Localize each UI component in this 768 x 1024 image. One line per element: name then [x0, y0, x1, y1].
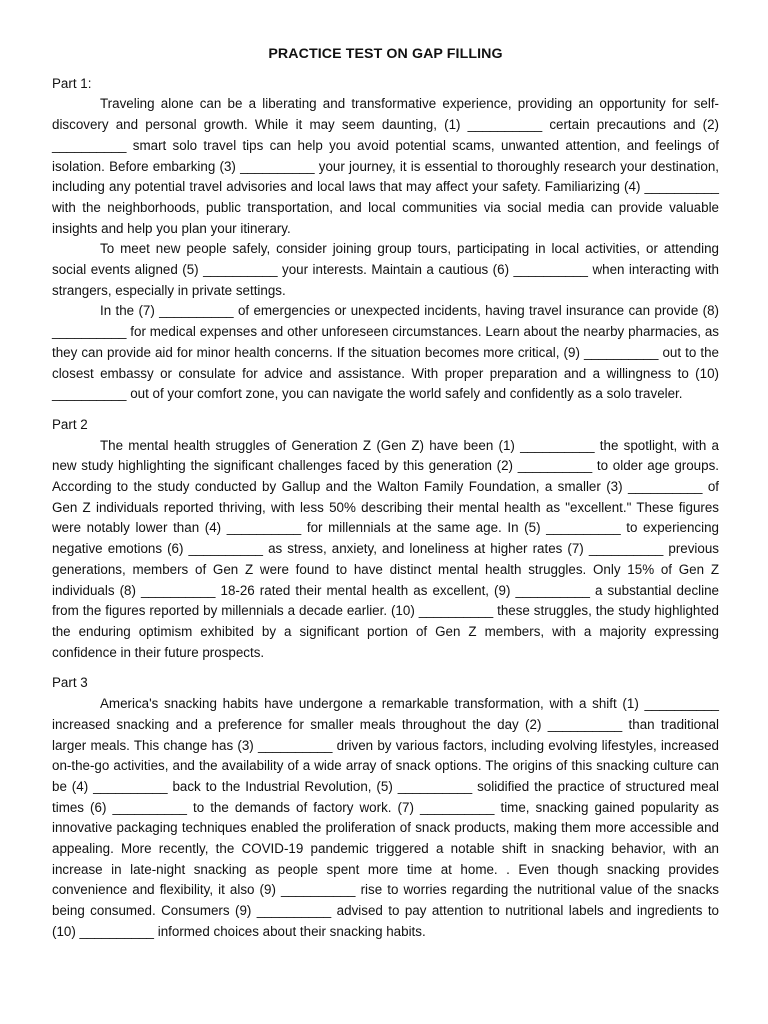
document-page: [52, 44, 719, 943]
part-1-heading: Part 1:: [52, 75, 92, 91]
part-3-section: [52, 673, 719, 942]
part-2-section: [52, 415, 719, 663]
section-spacer: [52, 663, 719, 673]
part-2-heading: Part 2: [52, 416, 88, 432]
part-2-paragraph-1: The mental health struggles of Generation Z (Gen Z) have been (1) __________ the spotlight, with a new study highlighting the significant challenges faced by this generation (2) __________ to older age groups. According to the study conducted by Gallup and the Walton Family Foundation, a smaller (3) __________ of Gen Z individuals reported thriving, with less 50% describing their mental health as "excellent." These figures were notably lower than (4) __________ for millennials at the same age. In (5) __________ to experiencing negative emotions (6) __________ as stress, anxiety, and loneliness at higher rates (7) __________ previous generations, members of Gen Z were found to have distinct mental health struggles. Only 15% of Gen Z individuals (8) __________ 18-26 rated their mental health as excellent, (9) __________ a substantial decline from the figures reported by millennials a decade earlier. (10) __________ these struggles, the study highlighted the enduring optimism exhibited by a significant portion of Gen Z members, with a majority expressing confidence in their future prospects.: [52, 437, 719, 660]
part-1-paragraph-3: In the (7) __________ of emergencies or unexpected incidents, having travel insurance can provide (8) __________ for medical expenses and other unforeseen circumstances. Learn about the nearby pharmacies, as they can provide aid for minor health concerns. If the situation becomes more critical, (9) __________ out to the closest embassy or consulate for advice and assistance. With proper preparation and a willingness to (10) __________ out of your comfort zone, you can navigate the world safely and confidently as a solo traveler.: [52, 303, 719, 402]
section-spacer: [52, 405, 719, 415]
part-1-paragraph-2: To meet new people safely, consider joining group tours, participating in local activities, or attending social events aligned (5) __________ your interests. Maintain a cautious (6) __________ when interacting with strangers, especially in private settings.: [52, 241, 719, 298]
part-3-paragraph-1: America's snacking habits have undergone a remarkable transformation, with a shift (1) __________ increased snacking and a preference for smaller meals throughout the day (2) __________ than traditional larger meals. This change has (3) __________ driven by various factors, including evolving lifestyles, increased on-the-go activities, and the availability of a wide array of snack options. The origins of this snacking culture can be (4) __________ back to the Industrial Revolution, (5) __________ solidified the practice of structured meal times (6) __________ to the demands of factory work. (7) __________ time, snacking gained popularity as innovative packaging techniques enabled the proliferation of snack products, making them more accessible and appealing. More recently, the COVID-19 pandemic triggered a notable shift in snacking behavior, with an increase in late-night snacking as people spent more time at home. . Even though snacking provides convenience and flexibility, it also (9) __________ rise to worries regarding the nutritional value of the snacks being consumed. Consumers (9) __________ advised to pay attention to nutritional labels and ingredients to (10) __________ informed choices about their snacking habits.: [52, 696, 719, 939]
part-3-heading: Part 3: [52, 675, 88, 691]
part-1-section: [52, 74, 719, 405]
document-title: PRACTICE TEST ON GAP FILLING: [268, 46, 503, 62]
part-1-paragraph-1: Traveling alone can be a liberating and transformative experience, providing an opportunity for self-discovery and personal growth. While it may seem daunting, (1) __________ certain precautions and (2) __________ smart solo travel tips can help you avoid potential scams, unwanted attention, and feelings of isolation. Before embarking (3) __________ your journey, it is essential to thoroughly research your destination, including any potential travel advisories and local laws that may affect your safety. Familiarizing (4) __________ with the neighborhoods, public transportation, and local communities via social media can provide valuable insights and help you plan your itinerary.: [52, 96, 719, 236]
